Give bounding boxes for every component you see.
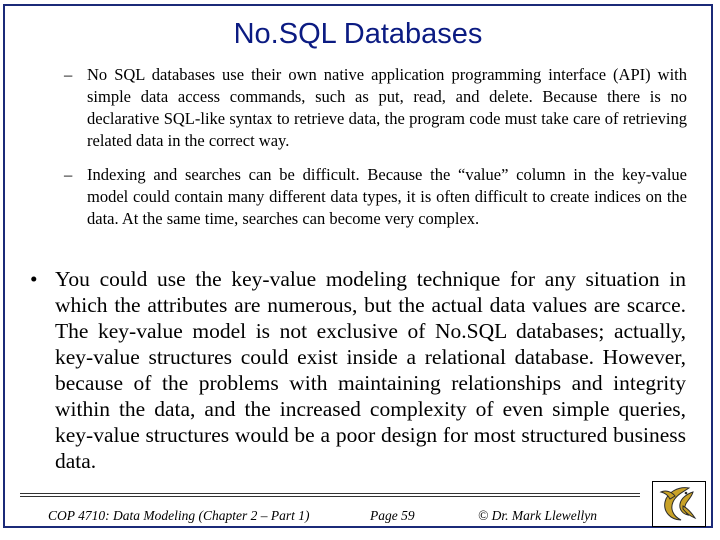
sub-bullet-text: No SQL databases use their own native application programming interface (API) with simple data access commands, such as put, read, and delete. Because there is no declarative SQL-like syntax to retrieve data, the program code must take care of retrieving related data in the correct way.: [87, 65, 687, 150]
footer-page-number: Page 59: [370, 508, 415, 523]
bullet-marker: •: [30, 267, 38, 291]
sub-bullet-indexing: [64, 164, 687, 230]
footer-divider: [20, 496, 640, 497]
sub-bullet-api: [64, 64, 687, 152]
footer-divider: [20, 493, 640, 494]
footer-course: COP 4710: Data Modeling (Chapter 2 – Part 1): [48, 508, 310, 523]
main-bullet-key-value: [30, 266, 686, 474]
dash-marker: –: [64, 165, 73, 184]
main-bullet-text: You could use the key-value modeling technique for any situation in which the attributes are numerous, but the actual data values are scarce. The key-value model is not exclusive of No.SQL databases; actually, key-value structures could exist inside a relational database. However, because of the problems with maintaining relationships and integrity within the data, and the increased complexity of even simple queries, key-value structures would be a poor design for most structured business data.: [55, 267, 686, 473]
pegasus-logo-icon: [652, 481, 706, 527]
sub-bullet-text: Indexing and searches can be difficult. Because the “value” column in the key-value model could contain many different data types, it is often difficult to create indices on the data. At the same time, searches can become very complex.: [87, 165, 687, 228]
footer-author: © Dr. Mark Llewellyn: [478, 508, 597, 523]
slide-title: No.SQL Databases: [233, 18, 483, 50]
dash-marker: –: [64, 65, 73, 84]
